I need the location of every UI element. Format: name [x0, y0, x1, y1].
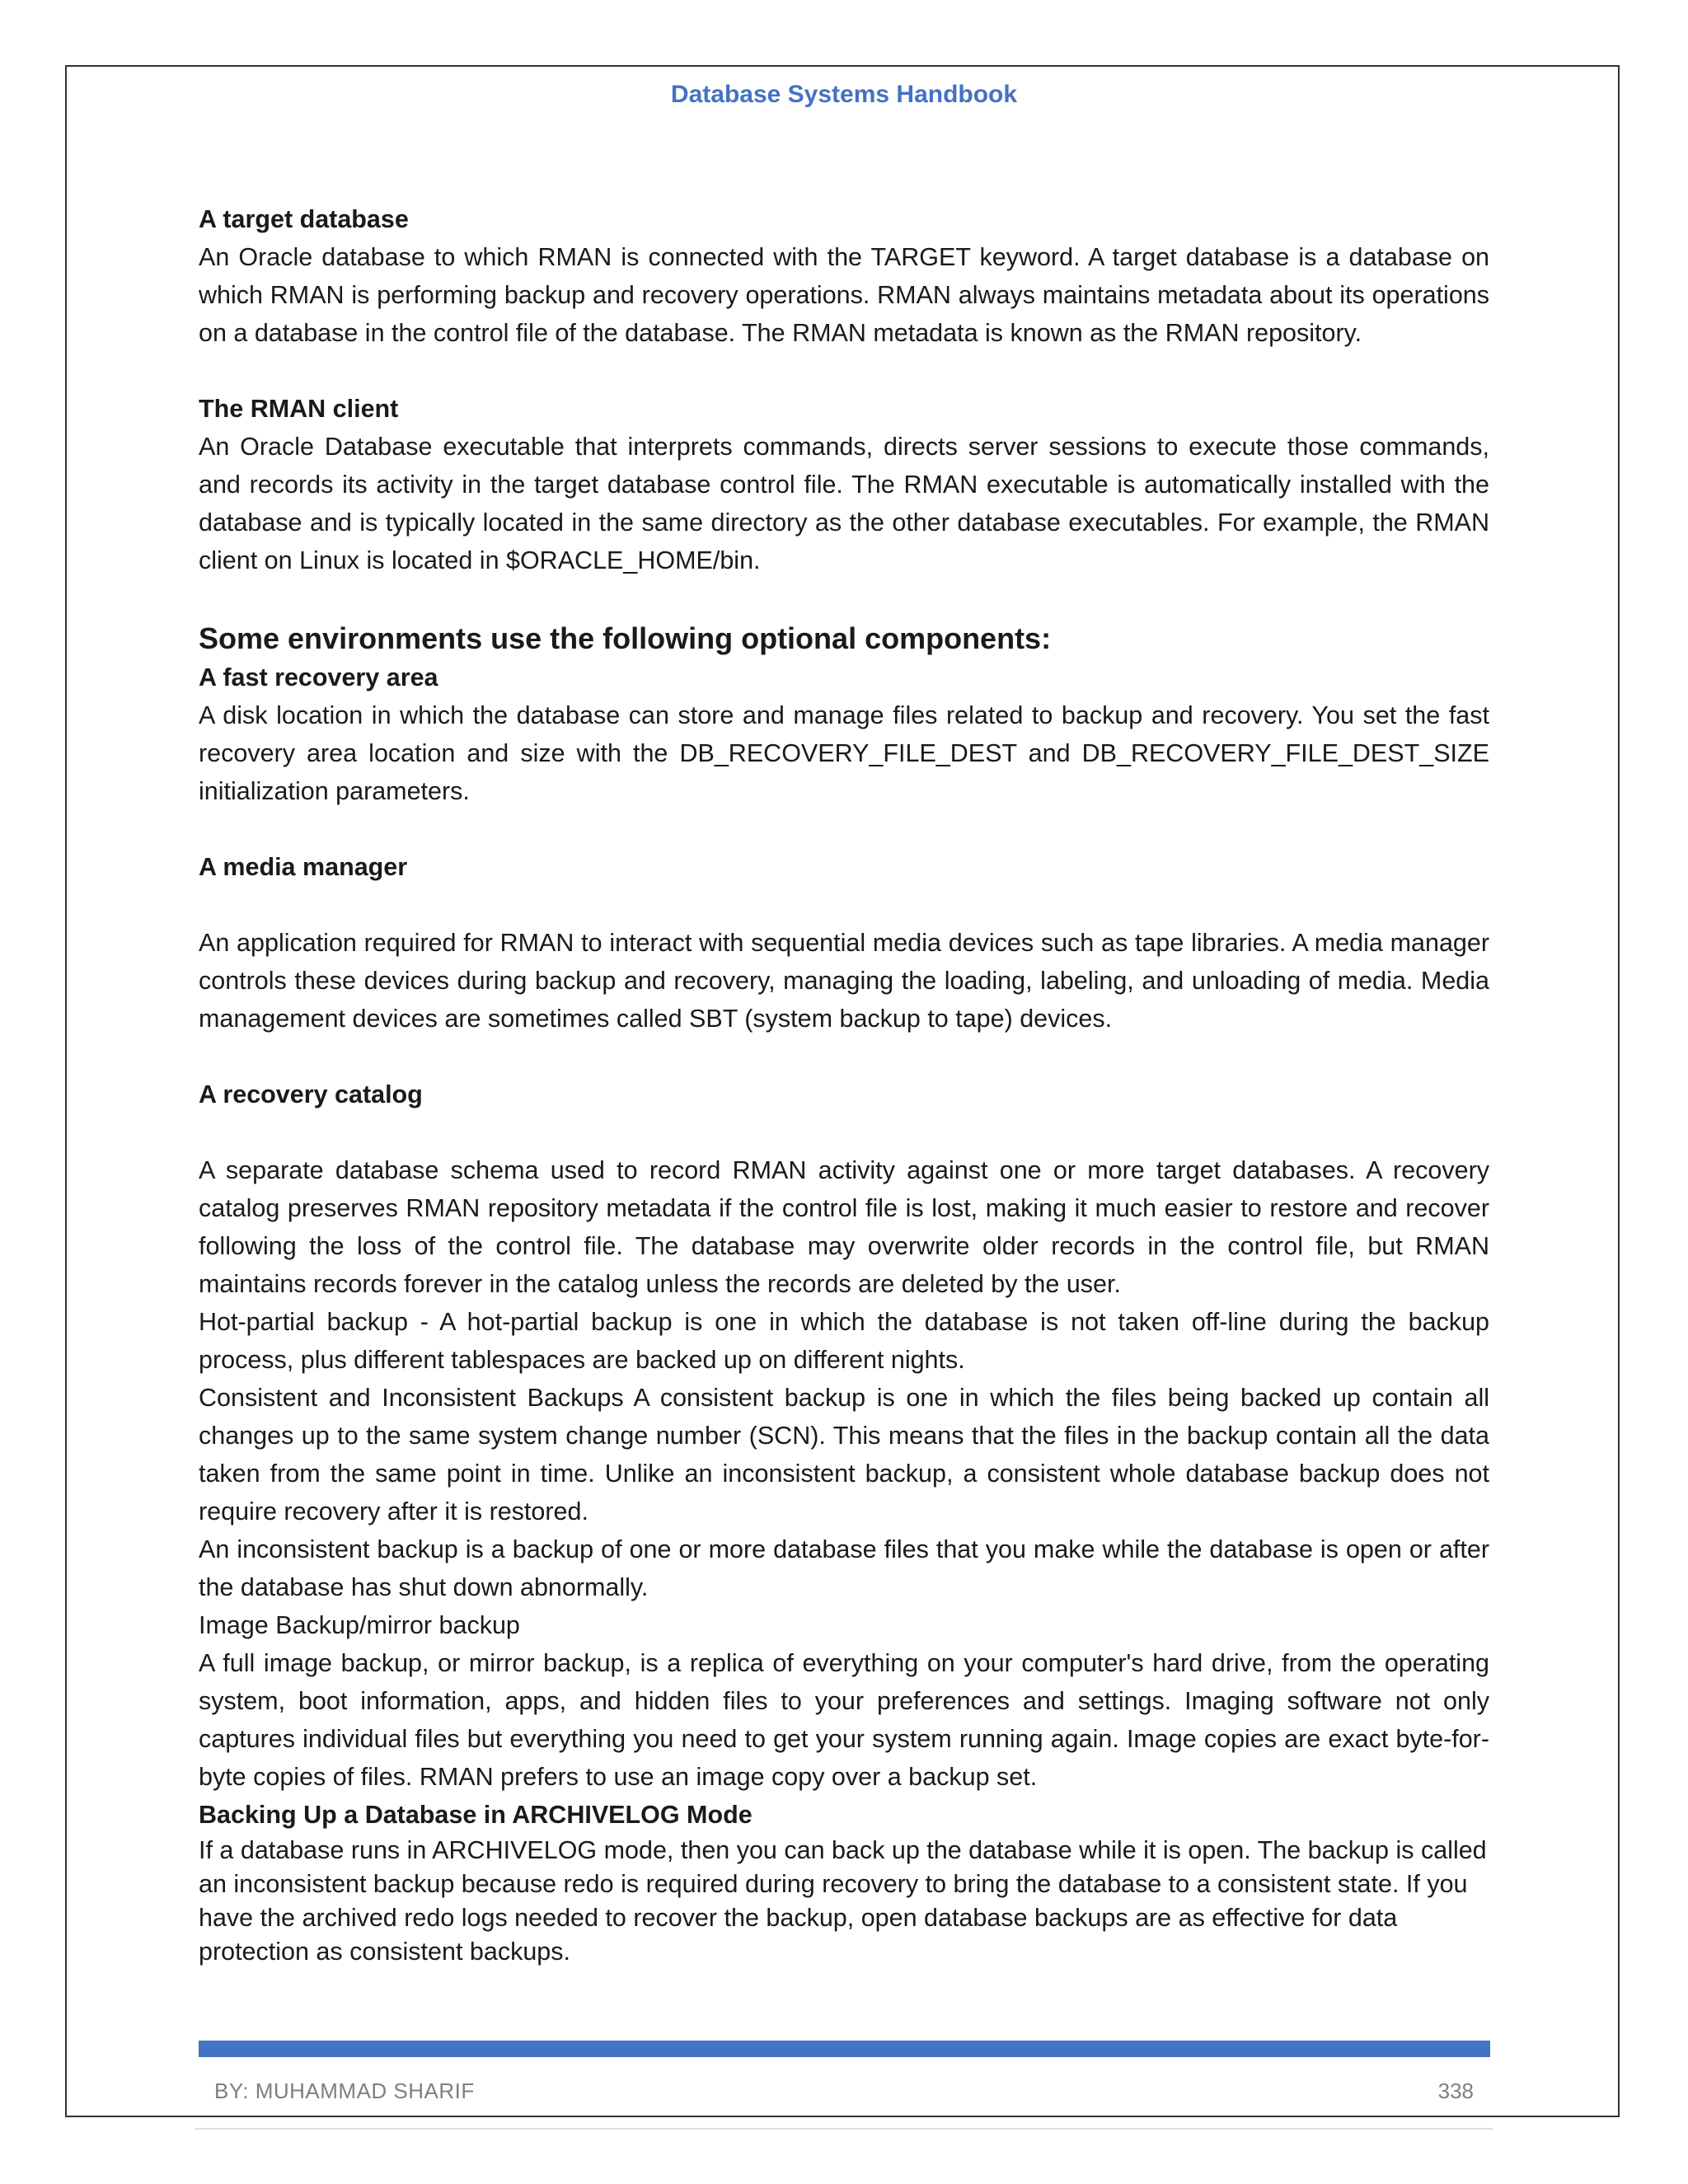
section-title-media-manager: A media manager	[199, 853, 408, 881]
paragraph-fast-recovery-area: A disk location in which the database can store and manage files related to backup and recovery. You set the fast recovery area location and size with the DB_RECOVERY_FILE_DEST and DB_RECOVERY_FILE_DEST_SIZE initialization parameters.	[199, 701, 1489, 805]
paragraph-media-manager: An application required for RMAN to interact with sequential media devices such as tape libraries. A media manager controls these devices during backup and recovery, managing the loading, labeling, and unloading of media. Media management devices are sometimes called SBT (system backup to tape) devices.	[199, 929, 1489, 1033]
bottom-divider	[195, 2128, 1493, 2130]
section-title-recovery-catalog: A recovery catalog	[199, 1080, 423, 1108]
paragraph-hot-partial-backup: Hot-partial backup - A hot-partial backup is one in which the database is not taken off-line during the backup process, plus different tablespaces are backed up on different nights.	[199, 1308, 1489, 1374]
paragraph-target-database: An Oracle database to which RMAN is connected with the TARGET keyword. A target database is a database on which RMAN is performing backup and recovery operations. RMAN always maintains metadata about its operations on a database in the control file of the database. The RMAN metadata is known as the RMAN repository.	[199, 243, 1489, 347]
footer-accent-bar	[199, 2041, 1490, 2057]
section-title-rman-client: The RMAN client	[199, 395, 399, 423]
page-content	[199, 200, 1489, 1969]
paragraph-image-backup-title: Image Backup/mirror backup	[199, 1611, 520, 1639]
section-title-target-database: A target database	[199, 205, 409, 233]
section-title-fast-recovery-area: A fast recovery area	[199, 663, 438, 691]
running-header: Database Systems Handbook	[670, 81, 1018, 108]
paragraph-inconsistent-backup: An inconsistent backup is a backup of one or more database files that you make while the database is open or after the database has shut down abnormally.	[199, 1535, 1489, 1601]
paragraph-image-backup: A full image backup, or mirror backup, is a replica of everything on your computer's hard drive, from the operating system, boot information, apps, and hidden files to your preferences and settings. Imaging software not only captures individual files but everything you need to get your system running again. Image copies are exact byte-for-byte copies of files. RMAN prefers to use an image copy over a backup set.	[199, 1649, 1489, 1791]
optional-components-heading: Some environments use the following optional components:	[199, 621, 1052, 655]
page-number: 338	[1437, 2079, 1474, 2103]
section-title-archivelog: Backing Up a Database in ARCHIVELOG Mode	[199, 1801, 753, 1829]
paragraph-consistent-backups: Consistent and Inconsistent Backups A consistent backup is one in which the files being backed up contain all changes up to the same system change number (SCN). This means that the files in the backup contain all the data taken from the same point in time. Unlike an inconsistent backup, a consistent whole database backup does not require recovery after it is restored.	[199, 1384, 1489, 1526]
paragraph-rman-client: An Oracle Database executable that interprets commands, directs server sessions to execute those commands, and records its activity in the target database control file. The RMAN executable is automatically installed with the database and is typically located in the same directory as the other database executables. For example, the RMAN client on Linux is located in $ORACLE_HOME/bin.	[199, 433, 1489, 574]
paragraph-archivelog: If a database runs in ARCHIVELOG mode, then you can back up the database while it is open. The backup is called an inconsistent backup because redo is required during recovery to bring the database to a consistent state. If you have the archived redo logs needed to recover the backup, open database backups are as effective for data protection as consistent backups.	[199, 1836, 1487, 1966]
footer-author: BY: MUHAMMAD SHARIF	[214, 2079, 475, 2103]
paragraph-recovery-catalog: A separate database schema used to record RMAN activity against one or more target databases. A recovery catalog preserves RMAN repository metadata if the control file is lost, making it much easier to restore and recover following the loss of the control file. The database may overwrite older records in the control file, but RMAN maintains records forever in the catalog unless the records are deleted by the user.	[199, 1156, 1489, 1298]
